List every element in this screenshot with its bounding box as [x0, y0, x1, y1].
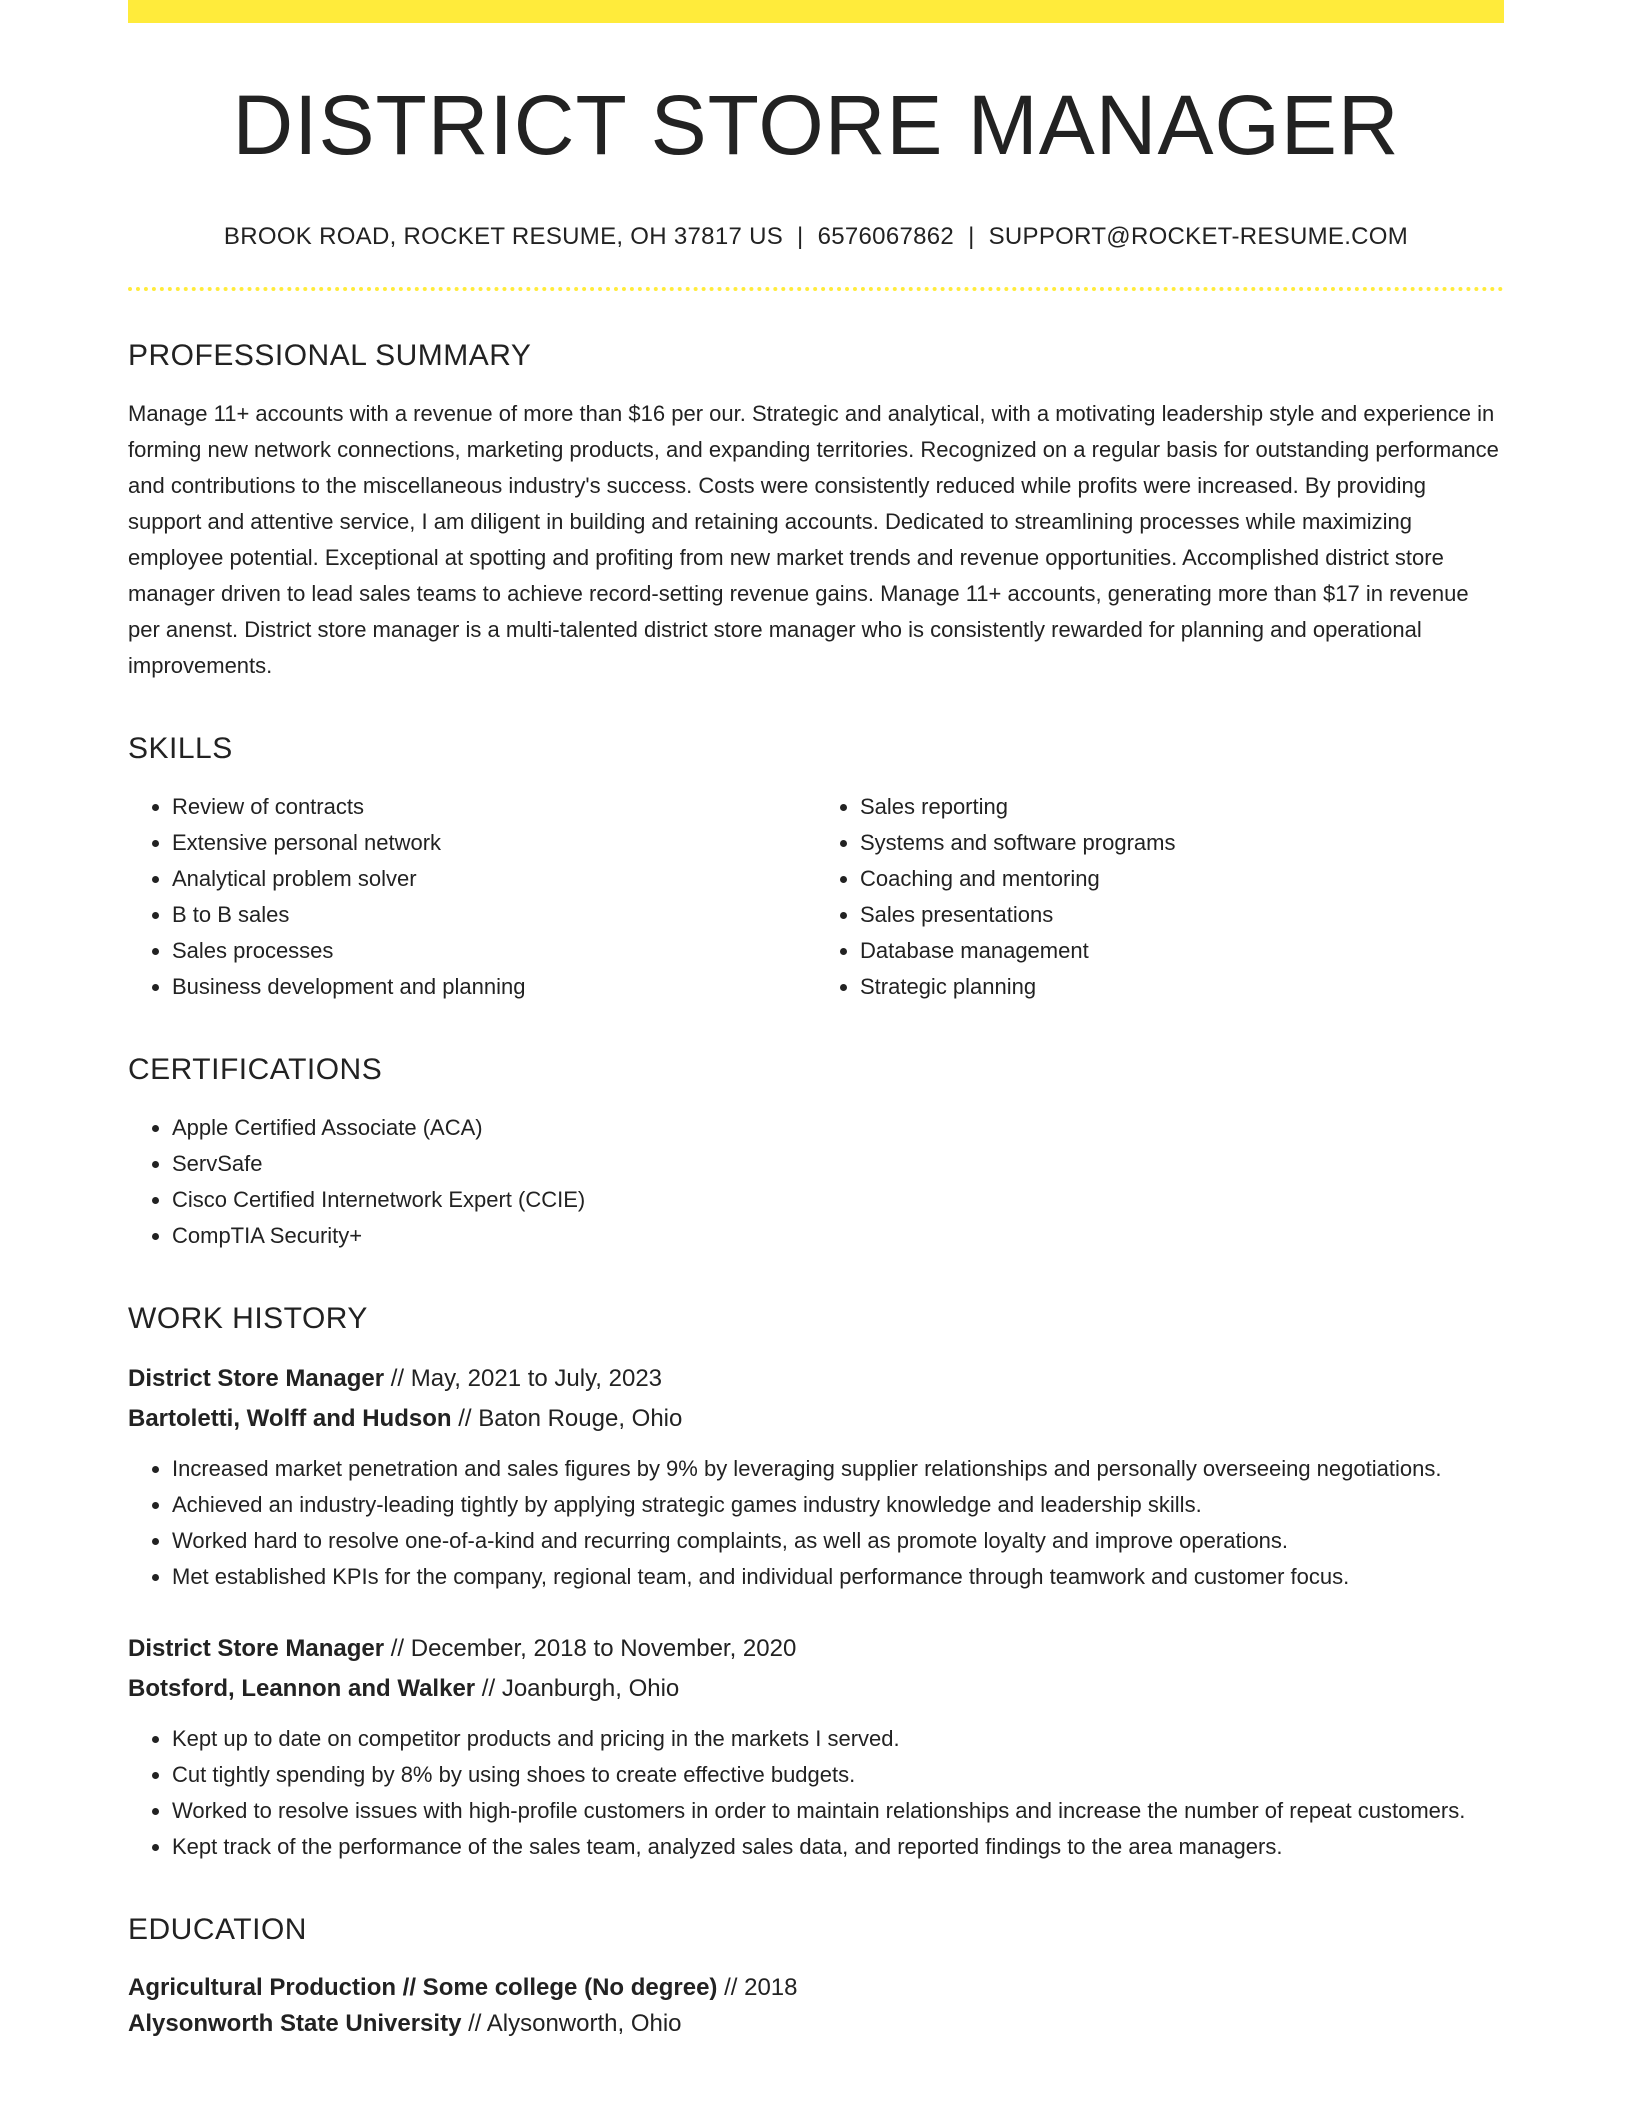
certification-item: • ServSafe	[172, 1146, 1504, 1182]
section-heading-summary: PROFESSIONAL SUMMARY	[128, 339, 532, 373]
skills-columns	[128, 789, 1504, 1005]
job-bullet: • Achieved an industry-leading tightly by applying strategic games industry knowledge and leadership skills.	[172, 1487, 1504, 1523]
contact-separator: |	[797, 223, 804, 251]
job-company-line	[128, 1669, 1504, 1709]
resume-content	[128, 0, 1504, 2042]
job-bullet: • Kept up to date on competitor products and pricing in the markets I served.	[172, 1721, 1504, 1757]
page-title: DISTRICT STORE MANAGER	[232, 78, 1400, 172]
skills-list-right	[816, 789, 1504, 1005]
certification-item: • CompTIA Security+	[172, 1218, 1504, 1254]
accent-top-bar	[128, 0, 1504, 23]
skill-item: • Sales processes	[172, 933, 816, 969]
certification-item: • Cisco Certified Internetwork Expert (CCIE)	[172, 1182, 1504, 1218]
job-dates: // May, 2021 to July, 2023	[384, 1365, 663, 1393]
section-heading-education: EDUCATION	[128, 1913, 307, 1947]
skill-item: • Business development and planning	[172, 969, 816, 1005]
contact-phone: 6576067862	[817, 223, 955, 251]
job-company: Bartoletti, Wolff and Hudson	[128, 1405, 452, 1433]
contact-separator: |	[968, 223, 975, 251]
education-school: Alysonworth State University	[128, 2010, 462, 2038]
job-bullet: • Met established KPIs for the company, regional team, and individual performance through teamwork and customer focus.	[172, 1559, 1504, 1595]
job-spacer	[128, 1595, 1504, 1629]
section-heading-work-history: WORK HISTORY	[128, 1302, 368, 1336]
certification-item: • Apple Certified Associate (ACA)	[172, 1110, 1504, 1146]
skill-item: • Sales presentations	[860, 897, 1504, 933]
job-bullet: • Worked hard to resolve one-of-a-kind and recurring complaints, as well as promote loyalty and improve operations.	[172, 1523, 1504, 1559]
skill-item: • Systems and software programs	[860, 825, 1504, 861]
skill-item: • Strategic planning	[860, 969, 1504, 1005]
education-degree: Agricultural Production // Some college (No degree)	[128, 1974, 718, 2002]
job-location: // Joanburgh, Ohio	[475, 1675, 680, 1703]
job-entry	[128, 1629, 1504, 1865]
education-location: // Alysonworth, Ohio	[461, 2010, 682, 2038]
skill-item: • Sales reporting	[860, 789, 1504, 825]
job-bullets	[128, 1721, 1504, 1865]
job-title-line	[128, 1629, 1504, 1669]
summary-text: Manage 11+ accounts with a revenue of more than $16 per our. Strategic and analytical, with a motivating leadership style and experience in forming new network connections, marketing products, and expanding territories. Recognized on a regular basis for outstanding performance and contributions to the miscellaneous industry's success. Costs were consistently reduced while profits were increased. By providing support and attentive service, I am diligent in building and retaining accounts. Dedicated to streamlining processes while maximizing employee potential. Exceptional at spotting and profiting from new market trends and revenue opportunities. Accomplished district store manager driven to lead sales teams to achieve record-setting revenue gains. Manage 11+ accounts, generating more than $17 in revenue per anenst. District store manager is a multi-talented district store manager who is consistently rewarded for planning and operational improvements.	[128, 401, 1499, 679]
job-bullets	[128, 1451, 1504, 1595]
job-company: Botsford, Leannon and Walker	[128, 1675, 476, 1703]
dotted-divider	[128, 287, 1504, 291]
skill-item: • B to B sales	[172, 897, 816, 933]
job-bullet: • Kept track of the performance of the sales team, analyzed sales data, and reported findings to the area managers.	[172, 1829, 1504, 1865]
education-degree-line	[128, 1970, 1504, 2006]
contact-email: SUPPORT@ROCKET-RESUME.COM	[988, 223, 1409, 251]
education-year: // 2018	[717, 1974, 798, 2002]
job-entry	[128, 1359, 1504, 1595]
job-role: District Store Manager	[128, 1365, 385, 1393]
section-heading-certifications: CERTIFICATIONS	[128, 1053, 383, 1087]
job-role: District Store Manager	[128, 1635, 385, 1663]
skill-item: • Coaching and mentoring	[860, 861, 1504, 897]
job-location: // Baton Rouge, Ohio	[451, 1405, 683, 1433]
section-heading-skills: SKILLS	[128, 732, 233, 766]
contact-line	[128, 223, 1504, 251]
job-company-line	[128, 1399, 1504, 1439]
skill-item: • Analytical problem solver	[172, 861, 816, 897]
job-bullet: • Cut tightly spending by 8% by using shoes to create effective budgets.	[172, 1757, 1504, 1793]
education-school-line	[128, 2006, 1504, 2042]
skill-item: • Database management	[860, 933, 1504, 969]
certifications-list	[128, 1110, 1504, 1254]
skills-list-left	[128, 789, 816, 1005]
job-bullet: • Increased market penetration and sales figures by 9% by leveraging supplier relationships and personally overseeing negotiations.	[172, 1451, 1504, 1487]
job-title-line	[128, 1359, 1504, 1399]
job-dates: // December, 2018 to November, 2020	[384, 1635, 797, 1663]
contact-address: BROOK ROAD, ROCKET RESUME, OH 37817 US	[223, 223, 784, 251]
job-bullet: • Worked to resolve issues with high-profile customers in order to maintain relationships and increase the number of repeat customers.	[172, 1793, 1504, 1829]
skill-item: • Extensive personal network	[172, 825, 816, 861]
skill-item: • Review of contracts	[172, 789, 816, 825]
